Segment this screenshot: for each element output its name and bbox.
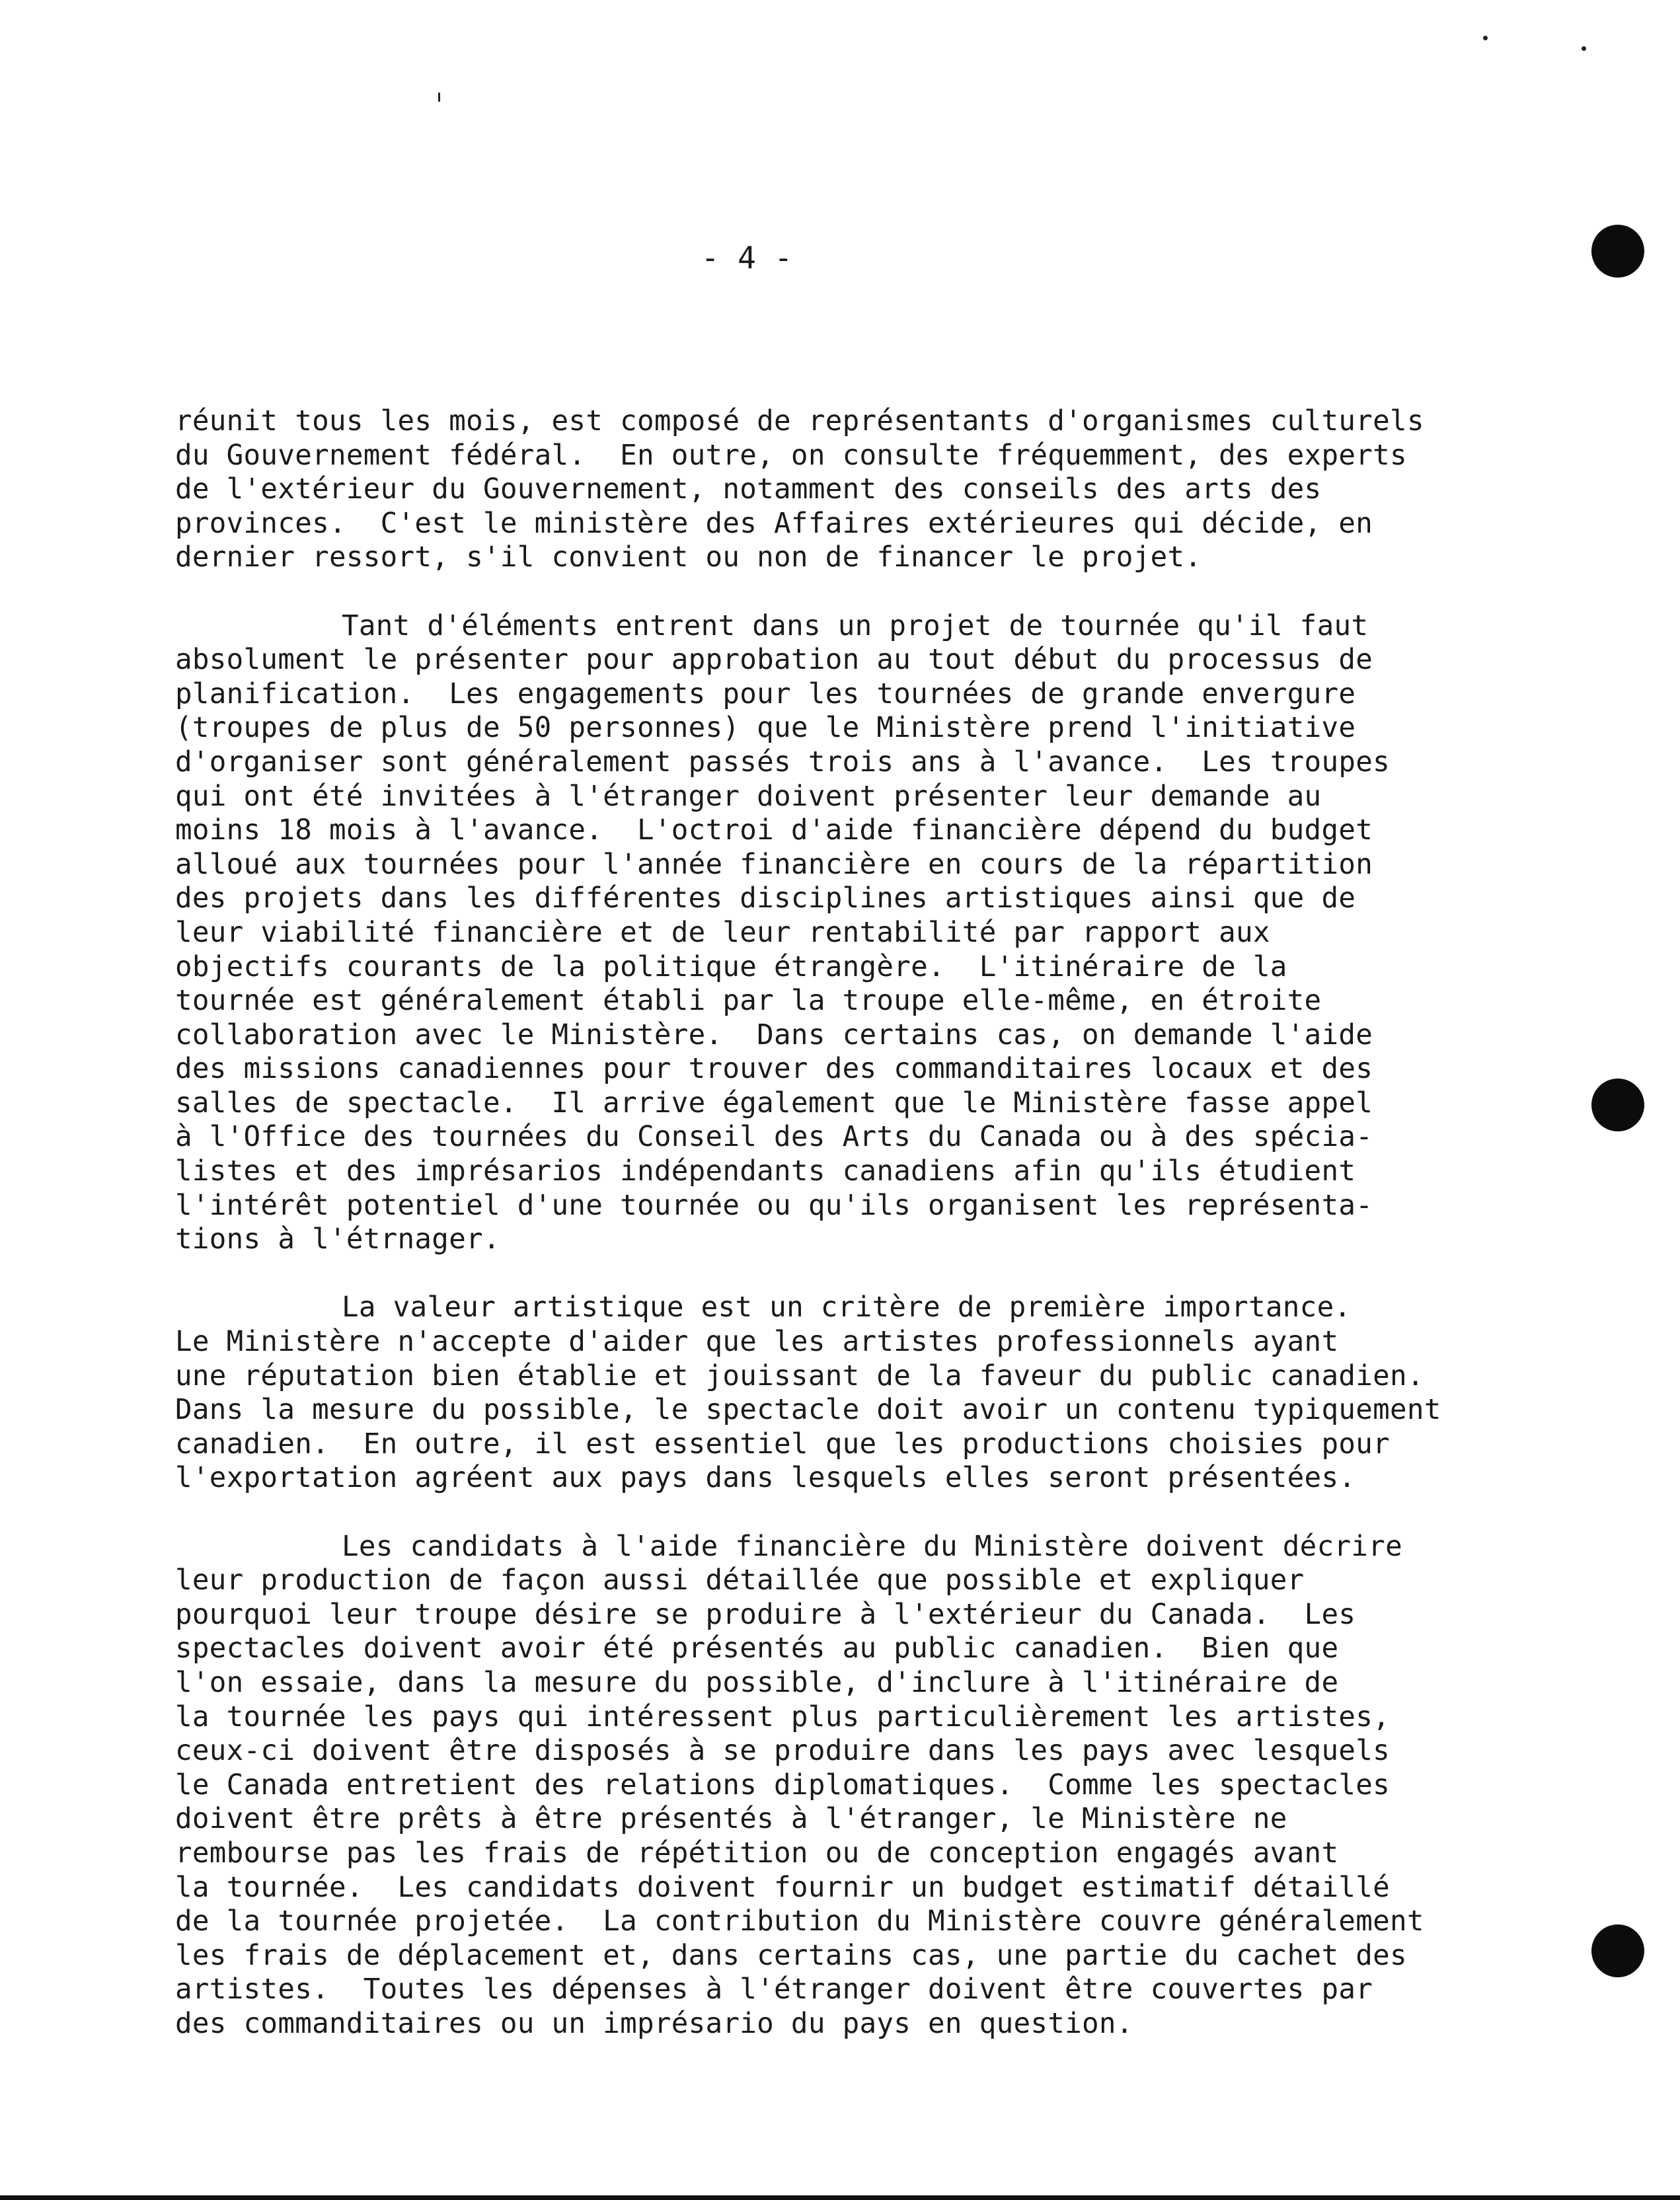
text-line: planification. Les engagements pour les tournées de grande envergure [175,677,1356,710]
text-line: des projets dans les différentes disciplines artistiques ainsi que de [175,882,1356,915]
text-line: absolument le présenter pour approbation au tout début du processus de [175,644,1373,677]
text-line: une réputation bien établie et jouissant de la faveur du public canadien. [175,1359,1424,1392]
text-line: provinces. C'est le ministère des Affaires extérieures qui décide, en [175,507,1373,540]
text-line: l'on essaie, dans la mesure du possible, d'inclure à l'itinéraire de [175,1666,1339,1699]
scan-speck [438,93,440,102]
text-line: Tant d'éléments entrent dans un projet de tournée qu'il faut [342,609,1369,642]
text-line: des missions canadiennes pour trouver des commanditaires locaux et des [175,1053,1373,1086]
text-line: la tournée les pays qui intéressent plus particulièrement les artistes, [175,1700,1390,1733]
text-line: collaboration avec le Ministère. Dans certains cas, on demande l'aide [175,1018,1373,1051]
text-line: ceux-ci doivent être disposés à se produire dans les pays avec lesquels [175,1735,1390,1768]
text-line: réunit tous les mois, est composé de représentants d'organismes culturels [175,405,1424,437]
paragraph-4 [175,1530,1642,2041]
body-text [175,404,1642,2075]
text-line: leur production de façon aussi détaillée que possible et expliquer [175,1564,1305,1597]
text-line: les frais de déplacement et, dans certains cas, une partie du cachet des [175,1939,1407,1972]
paragraph-1 [175,404,1642,575]
paragraph-3 [175,1291,1642,1496]
text-line: alloué aux tournées pour l'année financière en cours de la répartition [175,848,1373,881]
text-line: de la tournée projetée. La contribution du Ministère couvre généralement [175,1905,1424,1938]
text-line: (troupes de plus de 50 personnes) que le Ministère prend l'initiative [175,712,1356,745]
text-line: à l'Office des tournées du Conseil des Arts du Canada ou à des spécia- [175,1121,1373,1154]
text-line: doivent être prêts à être présentés à l'étranger, le Ministère ne [175,1803,1287,1836]
text-line: canadien. En outre, il est essentiel que les productions choisies pour [175,1427,1390,1460]
text-line: La valeur artistique est un critère de première importance. [342,1291,1352,1324]
text-line: tournée est généralement établi par la troupe elle-même, en étroite [175,985,1322,1018]
text-line: la tournée. Les candidats doivent fournir un budget estimatif détaillé [175,1871,1390,1904]
text-line: l'exportation agréent aux pays dans lesquels elles seront présentées. [175,1462,1356,1495]
text-line: de l'extérieur du Gouvernement, notamment des conseils des arts des [175,473,1322,506]
text-line: moins 18 mois à l'avance. L'octroi d'aide financière dépend du budget [175,814,1373,847]
text-line: Dans la mesure du possible, le spectacle doit avoir un contenu typiquement [175,1394,1441,1427]
page-number: - 4 - [701,240,793,276]
paragraph-2 [175,609,1642,1257]
text-line: listes et des imprésarios indépendants canadiens afin qu'ils étudient [175,1155,1356,1188]
scan-speck [1483,36,1488,40]
text-line: tions à l'étrnager. [175,1223,500,1256]
text-line: du Gouvernement fédéral. En outre, on consulte fréquemment, des experts [175,439,1407,472]
text-line: objectifs courants de la politique étrangère. L'itinéraire de la [175,950,1287,983]
text-line: Le Ministère n'accepte d'aider que les artistes professionnels ayant [175,1326,1339,1359]
text-line: leur viabilité financière et de leur rentabilité par rapport aux [175,916,1270,949]
text-line: pourquoi leur troupe désire se produire à l'extérieur du Canada. Les [175,1598,1356,1631]
scan-edge-line [0,2195,1680,2200]
text-line: qui ont été invitées à l'étranger doivent présenter leur demande au [175,780,1322,813]
text-line: Les candidats à l'aide financière du Ministère doivent décrire [342,1530,1403,1563]
text-line: l'intérêt potentiel d'une tournée ou qu'ils organisent les représenta- [175,1189,1373,1222]
text-line: rembourse pas les frais de répétition ou de conception engagés avant [175,1837,1339,1870]
punch-hole [1591,225,1644,278]
text-line: spectacles doivent avoir été présentés au public canadien. Bien que [175,1632,1339,1665]
text-line: des commanditaires ou un imprésario du pays en question. [175,2007,1133,2040]
text-line: dernier ressort, s'il convient ou non de financer le projet. [175,541,1202,574]
text-line: le Canada entretient des relations diplomatiques. Comme les spectacles [175,1768,1390,1802]
scan-speck [1582,46,1586,51]
text-line: d'organiser sont généralement passés trois ans à l'avance. Les troupes [175,745,1390,778]
text-line: artistes. Toutes les dépenses à l'étranger doivent être couvertes par [175,1973,1373,2006]
text-line: salles de spectacle. Il arrive également que le Ministère fasse appel [175,1086,1373,1119]
